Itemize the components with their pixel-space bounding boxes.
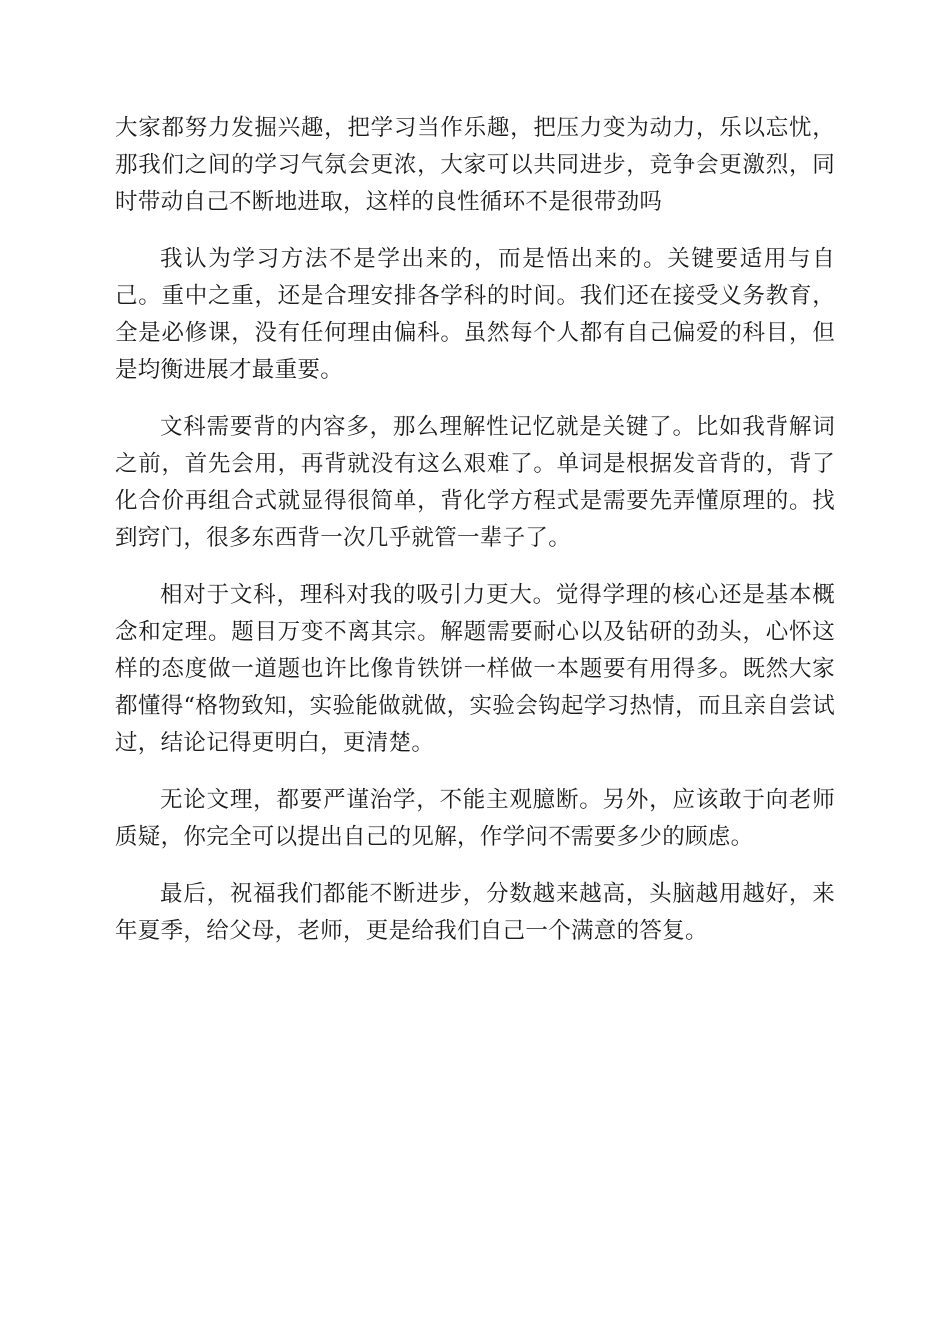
paragraph-3: 文科需要背的内容多，那么理解性记忆就是关键了。比如我背解词之前，首先会用，再背就没有这么艰难了。单词是根据发音背的，背了化合价再组合式就显得很简单，背化学方程式是需要先弄懂原理的。找到窍门，很多东西背一次几乎就管一辈子了。 — [115, 414, 835, 551]
paragraph-5: 无论文理，都要严谨治学，不能主观臆断。另外，应该敢于向老师质疑，你完全可以提出自己的见解，作学问不需要多少的顾虑。 — [115, 787, 835, 850]
paragraph-2: 我认为学习方法不是学出来的，而是悟出来的。关键要适用与自己。重中之重，还是合理安排各学科的时间。我们还在接受义务教育，全是必修课，没有任何理由偏科。虽然每个人都有自己偏爱的科目，但是均衡进展才最重要。 — [115, 246, 835, 383]
paragraph-1: 大家都努力发掘兴趣，把学习当作乐趣，把压力变为动力，乐以忘忧，那我们之间的学习气氛会更浓，大家可以共同进步，竞争会更激烈，同时带动自己不断地进取，这样的良性循环不是很带劲吗 — [115, 115, 835, 215]
paragraph-6: 最后，祝福我们都能不断进步，分数越来越高，头脑越用越好，来年夏季，给父母，老师，更是给我们自己一个满意的答复。 — [115, 881, 835, 944]
document-body — [115, 110, 835, 970]
paragraph-4: 相对于文科，理科对我的吸引力更大。觉得学理的核心还是基本概念和定理。题目万变不离其宗。解题需要耐心以及钻研的劲头，心怀这样的态度做一道题也许比像肯铁饼一样做一本题要有用得多。既然大家都懂得“格物致知，实验能做就做，实验会钩起学习热情，而且亲自尝试过，结论记得更明白，更清楚。 — [115, 582, 835, 756]
